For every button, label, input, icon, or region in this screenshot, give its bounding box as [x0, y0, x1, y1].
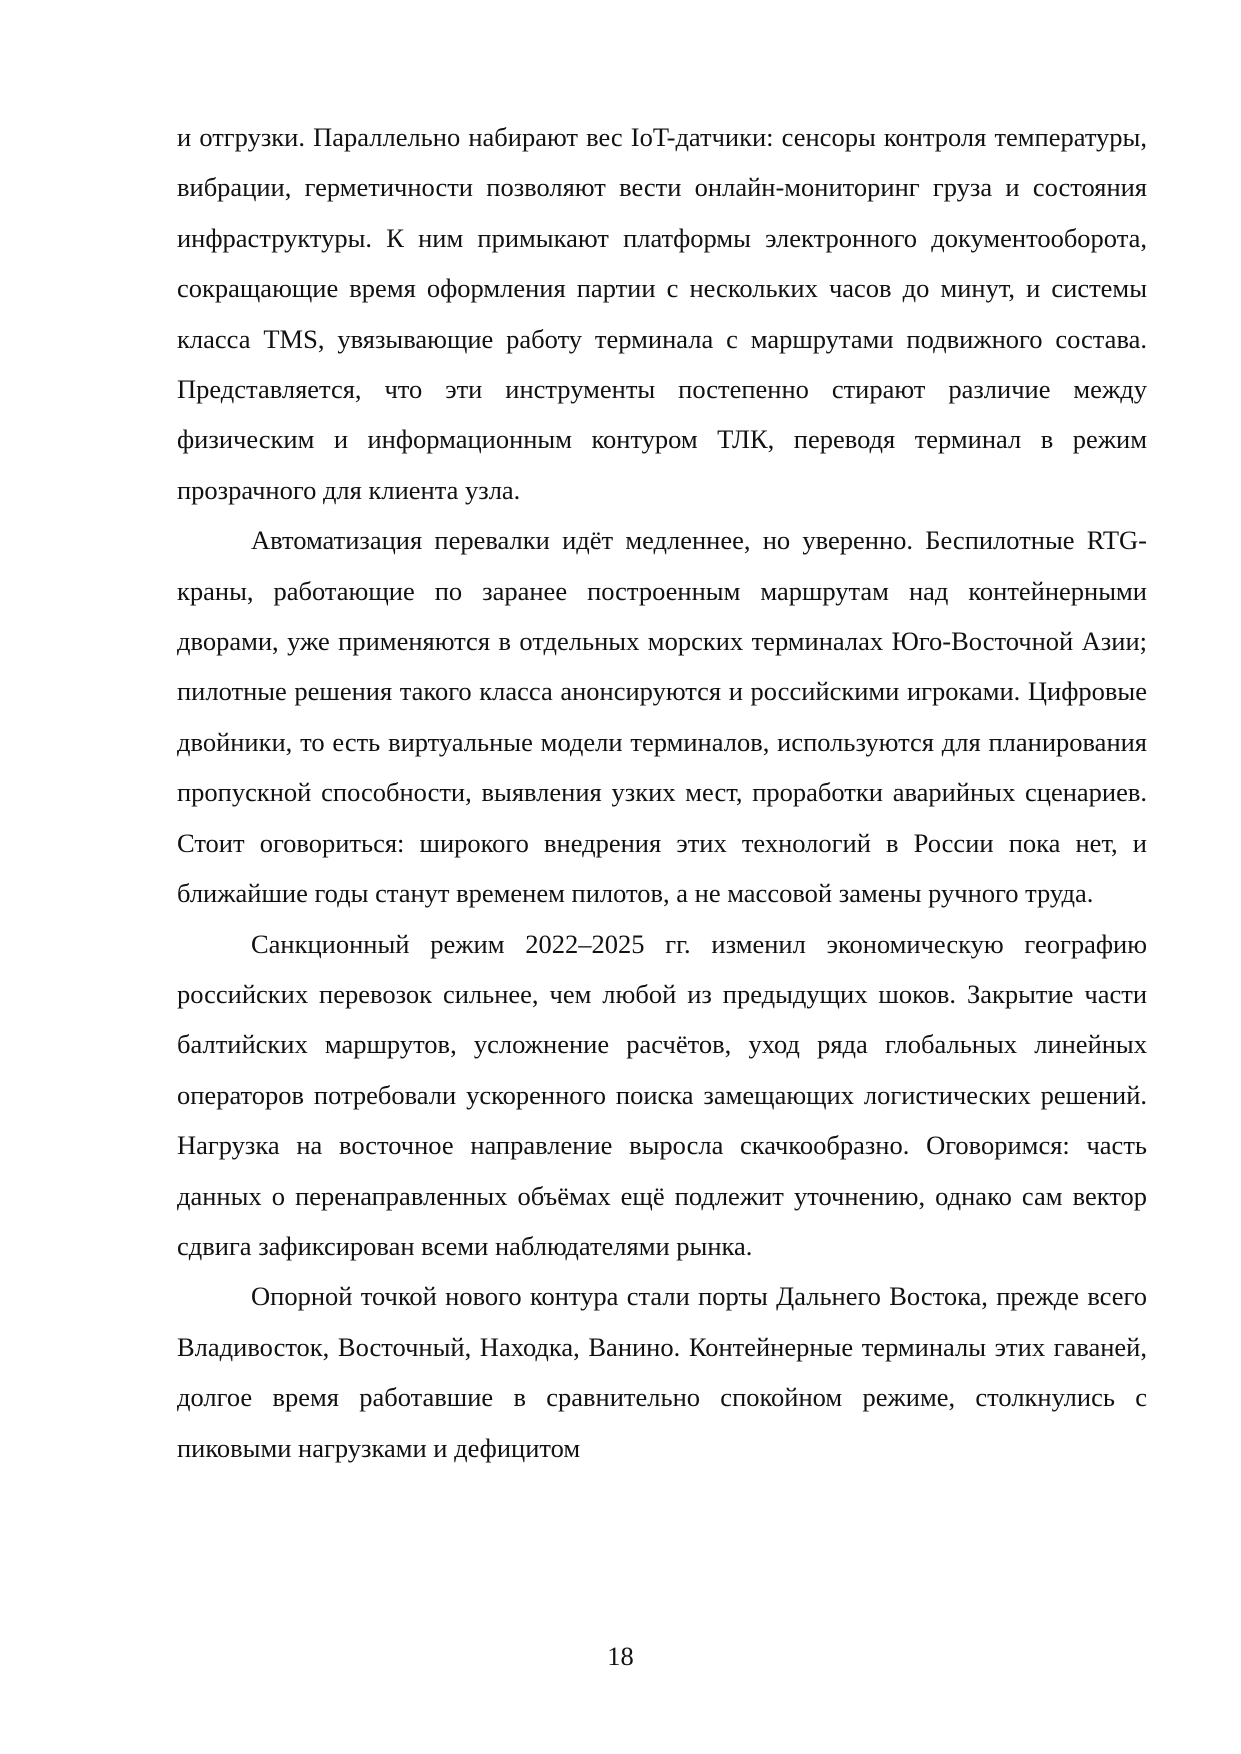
- page-number: 18: [607, 1641, 634, 1671]
- paragraph-3: Санкционный режим 2022–2025 гг. изменил экономическую географию российских перевозок сильнее, чем любой из предыдущих шоков. Закрытие части балтийских маршрутов, усложнение расчётов, уход ряда глобальных линейных операторов потребовали ускоренного поиска замещающих логистических решений. Нагрузка на восточное направление выросла скачкообразно. Оговоримся: часть данных о перенаправленных объёмах ещё подлежит уточнению, однако сам вектор сдвига зафиксирован всеми наблюдателями рынка.: [177, 928, 1147, 1261]
- paragraph-4: Опорной точкой нового контура стали порты Дальнего Востока, прежде всего Владивосток, Восточный, Находка, Ванино. Контейнерные терминалы этих гаваней, долгое время работавшие в сравнительно спокойном режиме, столкнулись с пиковыми нагрузками и дефицитом: [177, 1281, 1147, 1463]
- paragraph-2: Автоматизация перевалки идёт медленнее, но уверенно. Беспилотные RTG-краны, работающие по заранее построенным маршрутам над контейнерными дворами, уже применяются в отдельных морских терминалах Юго-Восточной Азии; пилотные решения такого класса анонсируются и российскими игроками. Цифровые двойники, то есть виртуальные модели терминалов, используются для планирования пропускной способности, выявления узких мест, проработки аварийных сценариев. Стоит оговориться: широкого внедрения этих технологий в России пока нет, и ближайшие годы станут временем пилотов, а не массовой замены ручного труда.: [177, 525, 1147, 909]
- paragraph-1: и отгрузки. Параллельно набирают вес IoT-датчики: сенсоры контроля температуры, вибрации, герметичности позволяют вести онлайн-мониторинг груза и состояния инфраструктуры. К ним примыкают платформы электронного документооборота, сокращающие время оформления партии с нескольких часов до минут, и системы класса TMS, увязывающие работу терминала с маршрутами подвижного состава. Представляется, что эти инструменты постепенно стирают различие между физическим и информационным контуром ТЛК, переводя терминал в режим прозрачного для клиента узла.: [177, 122, 1147, 505]
- body-text: [177, 112, 1147, 1473]
